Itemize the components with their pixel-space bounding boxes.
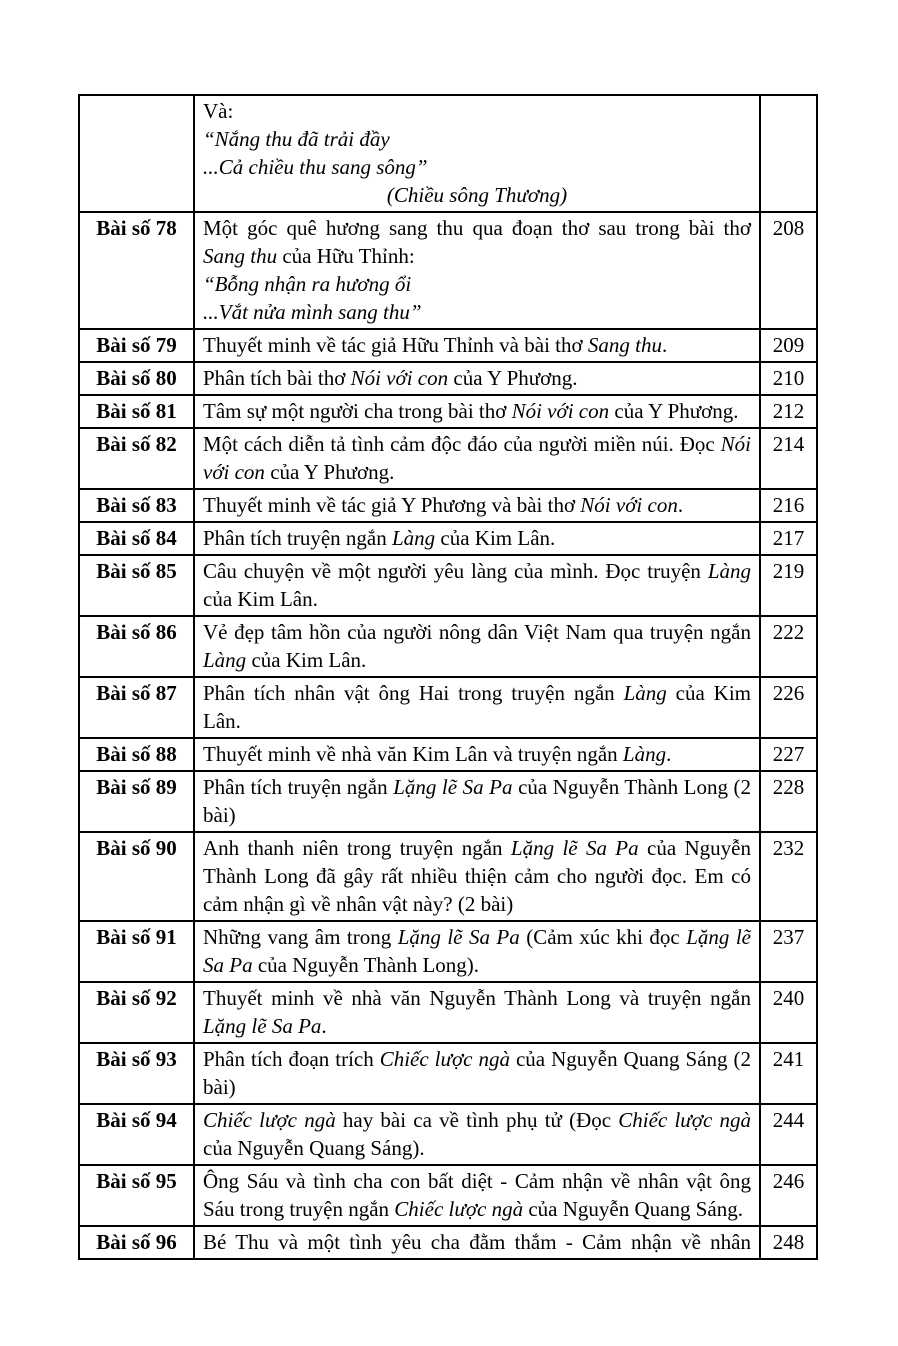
description-line: Phân tích đoạn trích Chiếc lược ngà của Nguyễn Quang Sáng (2 bài) bbox=[203, 1047, 751, 1099]
description-line: Thuyết minh về tác giả Y Phương và bài thơ Nói với con. bbox=[203, 493, 684, 517]
description-cell bbox=[194, 212, 760, 329]
table-row bbox=[79, 921, 817, 982]
table-row bbox=[79, 329, 817, 362]
description-cell bbox=[194, 616, 760, 677]
description-cell bbox=[194, 95, 760, 212]
description-line: “Nắng thu đã trải đầy bbox=[203, 127, 390, 151]
page-number-cell bbox=[760, 95, 817, 212]
page-number-cell: 222 bbox=[760, 616, 817, 677]
lesson-number-cell: Bài số 79 bbox=[79, 329, 194, 362]
description-line: Chiếc lược ngà hay bài ca về tình phụ tử (Đọc Chiếc lược ngà của Nguyễn Quang Sáng). bbox=[203, 1108, 751, 1160]
description-line: “Bỗng nhận ra hương ổi bbox=[203, 272, 412, 296]
description-line: Những vang âm trong Lặng lẽ Sa Pa (Cảm xúc khi đọc Lặng lẽ Sa Pa của Nguyễn Thành Long). bbox=[203, 925, 751, 977]
description-line: Thuyết minh về nhà văn Nguyễn Thành Long và truyện ngắn Lặng lẽ Sa Pa. bbox=[203, 986, 751, 1038]
description-line: Và: bbox=[203, 99, 234, 123]
table-row bbox=[79, 616, 817, 677]
description-line: Phân tích truyện ngắn Lặng lẽ Sa Pa của Nguyễn Thành Long (2 bài) bbox=[203, 775, 752, 827]
description-cell bbox=[194, 771, 760, 832]
contents-table bbox=[78, 94, 818, 1260]
page-number-cell: 241 bbox=[760, 1043, 817, 1104]
page-number-cell: 216 bbox=[760, 489, 817, 522]
description-line: (Chiều sông Thương) bbox=[386, 183, 568, 207]
page-number-cell: 209 bbox=[760, 329, 817, 362]
page-number-cell: 212 bbox=[760, 395, 817, 428]
table-row bbox=[79, 489, 817, 522]
page-number-cell: 240 bbox=[760, 982, 817, 1043]
table-row bbox=[79, 1165, 817, 1226]
page-number-cell: 226 bbox=[760, 677, 817, 738]
description-line: Thuyết minh về tác giả Hữu Thỉnh và bài thơ Sang thu. bbox=[203, 333, 668, 357]
page-number-cell: 246 bbox=[760, 1165, 817, 1226]
table-row bbox=[79, 555, 817, 616]
table-row bbox=[79, 1226, 817, 1259]
description-line: ...Cả chiều thu sang sông” bbox=[203, 155, 428, 179]
page-number-cell: 217 bbox=[760, 522, 817, 555]
description-cell bbox=[194, 395, 760, 428]
page-number-cell: 227 bbox=[760, 738, 817, 771]
description-line: Anh thanh niên trong truyện ngắn Lặng lẽ Sa Pa của Nguyễn Thành Long đã gây rất nhiều thiện cảm cho người đọc. Em có cảm nhận gì về nhân vật này? (2 bài) bbox=[203, 836, 751, 916]
table-row bbox=[79, 1043, 817, 1104]
lesson-number-cell: Bài số 89 bbox=[79, 771, 194, 832]
lesson-number-cell: Bài số 90 bbox=[79, 832, 194, 921]
table-row bbox=[79, 522, 817, 555]
lesson-number-cell: Bài số 91 bbox=[79, 921, 194, 982]
page-number-cell: 248 bbox=[760, 1226, 817, 1259]
page-number-cell: 244 bbox=[760, 1104, 817, 1165]
description-cell bbox=[194, 522, 760, 555]
table-row bbox=[79, 771, 817, 832]
description-line: Phân tích nhân vật ông Hai trong truyện ngắn Làng của Kim Lân. bbox=[203, 681, 751, 733]
description-line: Thuyết minh về nhà văn Kim Lân và truyện ngắn Làng. bbox=[203, 742, 672, 766]
lesson-number-cell: Bài số 78 bbox=[79, 212, 194, 329]
table-row bbox=[79, 677, 817, 738]
page-number-cell: 232 bbox=[760, 832, 817, 921]
description-cell bbox=[194, 1043, 760, 1104]
description-cell bbox=[194, 921, 760, 982]
lesson-number-cell: Bài số 96 bbox=[79, 1226, 194, 1259]
table-row bbox=[79, 95, 817, 212]
lesson-number-cell bbox=[79, 95, 194, 212]
description-cell bbox=[194, 555, 760, 616]
description-cell bbox=[194, 677, 760, 738]
description-line: Ông Sáu và tình cha con bất diệt - Cảm nhận về nhân vật ông Sáu trong truyện ngắn Chiếc lược ngà của Nguyễn Quang Sáng. bbox=[203, 1169, 751, 1221]
lesson-number-cell: Bài số 87 bbox=[79, 677, 194, 738]
table-row bbox=[79, 362, 817, 395]
description-line: Phân tích truyện ngắn Làng của Kim Lân. bbox=[203, 526, 556, 550]
contents-table-body bbox=[79, 95, 817, 1259]
table-row bbox=[79, 738, 817, 771]
description-line: Một góc quê hương sang thu qua đoạn thơ sau trong bài thơ Sang thu của Hữu Thỉnh: bbox=[203, 216, 751, 268]
table-row bbox=[79, 832, 817, 921]
description-line: ...Vắt nửa mình sang thu” bbox=[203, 300, 422, 324]
description-line: Câu chuyện về một người yêu làng của mình. Đọc truyện Làng của Kim Lân. bbox=[203, 559, 751, 611]
description-cell bbox=[194, 832, 760, 921]
page-number-cell: 228 bbox=[760, 771, 817, 832]
lesson-number-cell: Bài số 88 bbox=[79, 738, 194, 771]
lesson-number-cell: Bài số 80 bbox=[79, 362, 194, 395]
lesson-number-cell: Bài số 85 bbox=[79, 555, 194, 616]
lesson-number-cell: Bài số 95 bbox=[79, 1165, 194, 1226]
lesson-number-cell: Bài số 82 bbox=[79, 428, 194, 489]
description-cell bbox=[194, 738, 760, 771]
description-line: Vẻ đẹp tâm hồn của người nông dân Việt Nam qua truyện ngắn Làng của Kim Lân. bbox=[203, 620, 751, 672]
lesson-number-cell: Bài số 84 bbox=[79, 522, 194, 555]
description-cell bbox=[194, 1104, 760, 1165]
page-number-cell: 214 bbox=[760, 428, 817, 489]
description-cell bbox=[194, 982, 760, 1043]
page-number-cell: 219 bbox=[760, 555, 817, 616]
description-cell bbox=[194, 428, 760, 489]
lesson-number-cell: Bài số 81 bbox=[79, 395, 194, 428]
lesson-number-cell: Bài số 83 bbox=[79, 489, 194, 522]
table-row bbox=[79, 428, 817, 489]
lesson-number-cell: Bài số 86 bbox=[79, 616, 194, 677]
page-number-cell: 208 bbox=[760, 212, 817, 329]
table-row bbox=[79, 395, 817, 428]
lesson-number-cell: Bài số 94 bbox=[79, 1104, 194, 1165]
lesson-number-cell: Bài số 93 bbox=[79, 1043, 194, 1104]
description-line: Một cách diễn tả tình cảm độc đáo của người miền núi. Đọc Nói với con của Y Phương. bbox=[203, 432, 751, 484]
description-cell bbox=[194, 329, 760, 362]
page-number-cell: 210 bbox=[760, 362, 817, 395]
description-line: Bé Thu và một tình yêu cha đằm thắm - Cảm nhận về nhân bbox=[203, 1230, 751, 1254]
description-line: Phân tích bài thơ Nói với con của Y Phương. bbox=[203, 366, 578, 390]
table-row bbox=[79, 212, 817, 329]
table-row bbox=[79, 1104, 817, 1165]
description-cell bbox=[194, 362, 760, 395]
description-cell bbox=[194, 489, 760, 522]
page-number-cell: 237 bbox=[760, 921, 817, 982]
description-cell bbox=[194, 1165, 760, 1226]
lesson-number-cell: Bài số 92 bbox=[79, 982, 194, 1043]
table-row bbox=[79, 982, 817, 1043]
description-line: Tâm sự một người cha trong bài thơ Nói với con của Y Phương. bbox=[203, 399, 739, 423]
description-cell bbox=[194, 1226, 760, 1259]
